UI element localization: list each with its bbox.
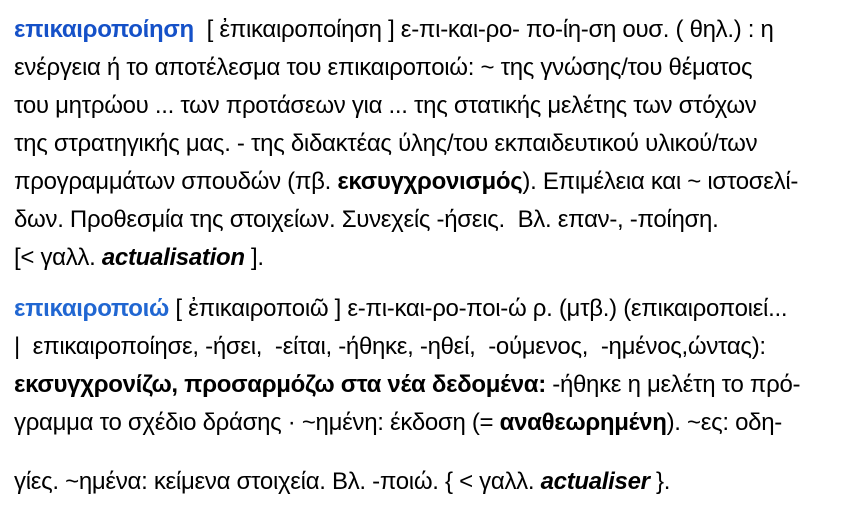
entry-epikairopoio — [14, 290, 848, 501]
text-segment: γίες. ~ημένα: κείμενα στοιχεία. Βλ. -ποιώ. { < γαλλ. — [14, 468, 541, 495]
entry-epikairopoiisi — [14, 11, 848, 277]
headword: επικαιροποίηση — [14, 16, 194, 43]
text-line — [14, 290, 848, 328]
text-line — [14, 239, 848, 277]
text-segment: [< γαλλ. — [14, 244, 102, 271]
text-segment: }. — [649, 468, 671, 495]
text-line — [14, 49, 848, 87]
text-line — [14, 328, 848, 366]
text-segment: προγραμμάτων σπουδών (πβ. — [14, 168, 338, 195]
text-line — [14, 163, 848, 201]
text-segment: της στρατηγικής μας. - της διδακτέας ύλης/του εκπαιδευτικού υλικού/των — [14, 130, 758, 157]
text-line — [14, 125, 848, 163]
text-segment: αναθεωρημένη — [499, 409, 667, 436]
text-line — [14, 87, 848, 125]
text-segment: actualisation — [101, 244, 245, 271]
headword: επικαιροποιώ — [14, 295, 169, 322]
text-segment: ). ~ες: οδη- — [666, 409, 782, 436]
text-segment: ενέργεια ή το αποτέλεσμα του επικαιροποιώ: ~ της γνώσης/του θέματος — [14, 54, 753, 81]
text-line — [14, 11, 848, 49]
text-segment: | επικαιροποίησε, -ήσει, -είται, -ήθηκε, -ηθεί, -ούμενος, -ημένος,ώντας): — [14, 333, 766, 360]
dictionary-entries — [14, 11, 848, 501]
text-line — [14, 463, 848, 501]
text-line — [14, 404, 848, 442]
text-line — [14, 366, 848, 404]
text-segment: ). Επιμέλεια και ~ ιστοσελί- — [522, 168, 799, 195]
text-segment: [ ἐπικαιροποίηση ] ε-πι-και-ρο- πο-ίη-ση ουσ. ( θηλ.) : η — [193, 16, 774, 43]
text-segment: του μητρώου ... των προτάσεων για ... της στατικής μελέτης των στόχων — [14, 92, 757, 119]
text-segment: [ ἐπικαιροποιῶ ] ε-πι-και-ρο-ποι-ώ ρ. (μτβ.) (επικαιροποιεί... — [169, 295, 788, 322]
text-line — [14, 201, 848, 239]
text-segment: δων. Προθεσμία της στοιχείων. Συνεχείς -ήσεις. Βλ. επαν-, -ποίηση. — [14, 206, 719, 233]
text-segment: γραμμα το σχέδιο δράσης · ~ημένη: έκδοση (= — [14, 409, 500, 436]
text-segment: ]. — [244, 244, 264, 271]
text-segment: -ήθηκε η μελέτη το πρό- — [545, 371, 801, 398]
text-segment: εκσυγχρονίζω, προσαρμόζω στα νέα δεδομένα: — [14, 371, 546, 398]
text-segment: εκσυγχρονισμός — [337, 168, 523, 195]
text-segment: actualiser — [540, 468, 650, 495]
